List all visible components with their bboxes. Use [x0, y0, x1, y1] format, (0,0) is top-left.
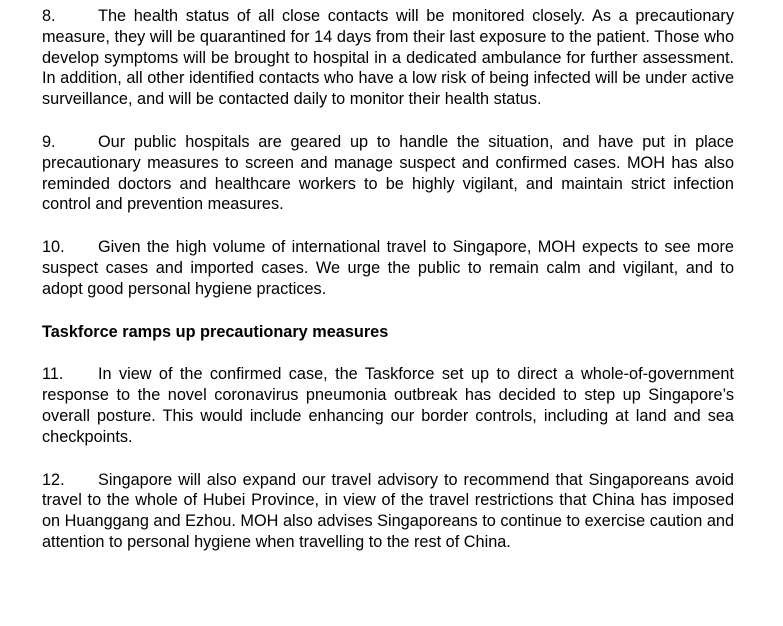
paragraph-text: Singapore will also expand our travel advisory to recommend that Singaporeans avoid travel to the whole of Hubei Province, in view of the travel restrictions that China has imposed on Huanggang and Ezhou. MOH also advises Singaporeans to continue to exercise caution and attention to personal hygiene when travelling to the rest of China.: [42, 470, 734, 551]
paragraph-text: Given the high volume of international travel to Singapore, MOH expects to see more suspect cases and imported cases. We urge the public to remain calm and vigilant, and to adopt good personal hygiene practices.: [42, 238, 734, 298]
paragraph-number: 11.: [42, 365, 64, 384]
paragraph-9: [42, 132, 734, 215]
paragraph-text: In view of the confirmed case, the Taskforce set up to direct a whole-of-government response to the novel coronavirus pneumonia outbreak has decided to step up Singapore’s overall posture. This would include enhancing our border controls, including at land and sea checkpoints.: [42, 365, 734, 446]
paragraph-number: 12.: [42, 470, 65, 489]
paragraph-10: [42, 237, 734, 299]
paragraph-number: 9.: [42, 132, 56, 151]
paragraph-12: [42, 470, 734, 553]
document-body: [42, 6, 734, 575]
section-heading: Taskforce ramps up precautionary measures: [42, 322, 389, 341]
paragraph-text: Our public hospitals are geared up to handle the situation, and have put in place precautionary measures to screen and manage suspect and confirmed cases. MOH has also reminded doctors and healthcare workers to be highly vigilant, and maintain strict infection control and prevention measures.: [42, 132, 734, 214]
paragraph-number: 10.: [42, 238, 65, 257]
paragraph-text: The health status of all close contacts will be monitored closely. As a precautionary measure, they will be quarantined for 14 days from their last exposure to the patient. Those who develop symptoms will be brought to hospital in a dedicated ambulance for further assessment. In addition, all other identified contacts who have a low risk of being infected will be under active surveillance, and will be contacted daily to monitor their health status.: [42, 7, 734, 109]
paragraph-number: 8.: [42, 7, 56, 25]
paragraph-11: [42, 364, 734, 447]
paragraph-8: [42, 6, 734, 110]
